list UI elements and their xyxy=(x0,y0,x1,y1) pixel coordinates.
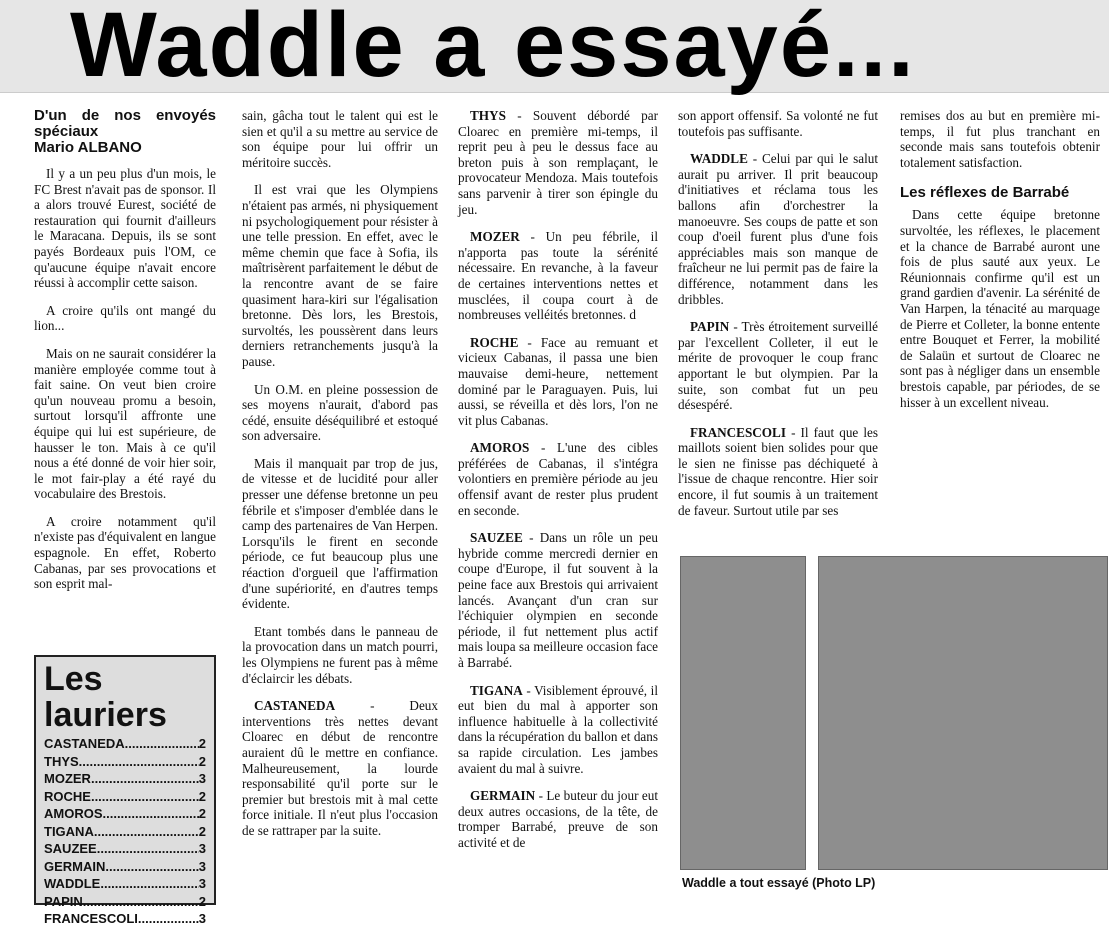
laurels-list xyxy=(44,735,206,928)
leader-dots xyxy=(100,875,198,893)
laurel-player: CASTANEDA xyxy=(44,736,125,751)
laurel-score: 2 xyxy=(198,753,206,769)
player-rating xyxy=(458,229,658,323)
player-rating-castaneda xyxy=(242,698,438,838)
column-3 xyxy=(458,108,658,863)
leader-dots xyxy=(94,823,199,841)
player-name: AMOROS xyxy=(470,440,530,456)
byline-source: D'un de nos envoyés spéciaux xyxy=(34,107,216,140)
laurel-score: 2 xyxy=(198,893,206,909)
paragraph: son apport offensif. Sa volonté ne fut toutefois pas suffisante. xyxy=(678,108,878,139)
paragraph: A croire notamment qu'il n'existe pas d'équivalent en langue espagnole. En effet, Roberto Cabanas, par ses provocations et son esprit mal- xyxy=(34,513,216,592)
photo-caption: Waddle a tout essayé (Photo LP) xyxy=(682,876,876,890)
photo-left xyxy=(680,556,806,870)
laurel-player: FRANCESCOLI xyxy=(44,911,138,926)
laurel-player: PAPIN xyxy=(44,893,83,909)
player-comment: - Il faut que les maillots soient bien solides pour que le sien ne finisse pas déchiqueté à l'issue de chaque rencontre. Hier soir encore, il fut soumis à un traitement de faveur. Surtout utile par ses xyxy=(678,424,879,518)
leader-dots xyxy=(91,788,199,806)
laurel-score: 3 xyxy=(198,771,206,786)
player-rating xyxy=(458,788,658,850)
headline: Waddle a essayé... xyxy=(70,0,916,96)
player-comment: - Souvent débordé par Cloarec en première mi-temps, il reprit peu à peu le dessus face au breton puis à son remplaçant, le provocateur Mendoza. Mais toutefois sans parvenir à tirer son épingle du jeu. xyxy=(458,108,659,217)
leader-dots xyxy=(91,770,199,788)
leader-dots xyxy=(97,840,199,858)
player-rating xyxy=(458,440,658,518)
player-rating xyxy=(458,108,658,217)
player-rating xyxy=(678,151,878,307)
player-comment: - L'une des cibles préférées de Cabanas, il s'intégra volontiers en première période au jeu offensif avant de rester plus prudent en seconde. xyxy=(458,440,659,518)
laurel-row xyxy=(44,893,206,911)
paragraph: Il est vrai que les Olympiens n'étaient pas armés, ni physiquement ni psychologiquement pour résister à une telle pression. En effet, avec le même chemin que face à Sofia, ils maîtrisèrent parfaitement le début de la rencontre avant de se faire quasiment hara-kiri sur l'égalisation bretonne. Dès lors, les Brestois, survoltés, les poussèrent dans leurs derniers retranchements jusqu'à la pause. xyxy=(242,182,438,369)
subheading: Les réflexes de Barrabé xyxy=(900,184,1070,202)
laurel-row xyxy=(44,735,206,753)
player-name: CASTANEDA xyxy=(254,698,336,714)
laurel-row xyxy=(44,858,206,876)
laurel-score: 3 xyxy=(198,841,206,856)
player-name: TIGANA xyxy=(470,682,523,698)
player-name: GERMAIN xyxy=(470,788,536,804)
laurel-player: ROCHE xyxy=(44,788,91,804)
column-2 xyxy=(242,108,438,851)
laurel-score: 3 xyxy=(198,911,206,926)
laurel-player: AMOROS xyxy=(44,806,103,821)
player-rating xyxy=(678,425,878,519)
column-1 xyxy=(34,108,216,604)
laurels-title: Les lauriers xyxy=(44,660,167,734)
player-name: WADDLE xyxy=(690,151,748,167)
byline-author: Mario ALBANO xyxy=(34,139,142,156)
player-name: PAPIN xyxy=(690,319,730,335)
player-comment: - Très étroitement surveillé par l'excellent Colleter, il eut le mérite de provoquer le coup franc apportant le but olympien. Par la suite, son combat fut un peu désespéré. xyxy=(678,319,878,413)
laurel-score: 3 xyxy=(198,858,206,874)
paragraph: Un O.M. en pleine possession de ses moyens n'aurait, d'abord pas cédé, ensuite déséquilibré et estoqué son adversaire. xyxy=(242,381,438,444)
player-rating xyxy=(458,530,658,670)
column-4 xyxy=(678,108,878,530)
laurel-row xyxy=(44,753,206,771)
laurel-row xyxy=(44,770,206,788)
paragraph: Etant tombés dans le panneau de la provocation dans un match pourri, les Olympiens ne furent pas à même d'éclaircir les débats. xyxy=(242,623,438,686)
column-5 xyxy=(900,108,1100,422)
paragraph: sain, gâcha tout le talent qui est le sien et qu'il a su mettre au service de son équipe pour lui offrir un méritoire succès. xyxy=(242,108,438,170)
player-comment: - Celui par qui le salut aurait pu arriver. Il prit beaucoup d'initiatives et réclama tous les ballons afin d'orchestrer la manoeuvre. Ses coups de patte et son coup d'oeil furent plus d'une fois appréciables mais son manque de fraîcheur ne lui permit pas de faire la différence, notamment dans les dribbles. xyxy=(678,151,879,307)
player-comment: - Un peu fébrile, il n'apporta pas toute la sérénité nécessaire. En revanche, à la faveur de certaines interventions nettes et musclées, il coupa court à de nombreuses velléités bretonnes. d xyxy=(458,229,658,323)
player-comment: - Face au remuant et vicieux Cabanas, il passa une bien mauvaise demi-heure, nettement dominé par le Paraguayen. Puis, lui aussi, se réveilla et dès lors, l'on ne vit plus Cabanas. xyxy=(458,334,659,428)
laurel-score: 2 xyxy=(198,806,206,821)
paragraph: Il y a un peu plus d'un mois, le FC Brest n'avait pas de sponsor. Il a alors trouvé Eurest, société de restauration qui fournit d'ailleurs le Maracana. Depuis, ils se sont payés Bordeaux puis l'OM, ce qu'aucune équipe n'avait encore réussi à accomplir cette saison. xyxy=(34,166,216,291)
leader-dots xyxy=(138,910,199,928)
leader-dots xyxy=(79,753,199,771)
photo-main xyxy=(818,556,1108,870)
leader-dots xyxy=(83,893,199,911)
paragraph: remises dos au but en première mi-temps, il fut plus tranchant en seconde mais sans toutefois obtenir totalement satisfaction. xyxy=(900,108,1100,170)
laurel-player: THYS xyxy=(44,753,79,769)
laurel-row xyxy=(44,840,206,858)
player-name: FRANCESCOLI xyxy=(690,424,786,440)
laurel-score: 2 xyxy=(198,788,206,804)
laurels-box xyxy=(34,655,216,926)
player-rating xyxy=(458,683,658,777)
player-rating xyxy=(678,319,878,413)
laurel-player: WADDLE xyxy=(44,876,101,891)
player-name: ROCHE xyxy=(470,334,519,350)
paragraph: Mais il manquait par trop de jus, de vitesse et de lucidité pour aller presser une défense bretonne un peu fébrile et s'imposer d'emblée dans le camp des partenaires de Van Herpen. Lorsqu'ils le firent en seconde période, ce fut beaucoup plus une réaction d'orgueil que l'affirmation d'une supériorité, en d'autres temps évidente. xyxy=(242,455,438,612)
player-comment: - Visiblement éprouvé, il eut bien du mal à apporter son influence habituelle à la collectivité dans la récupération du ballon et dans sa rapide circulation. Les jambes avaient du mal à suivre. xyxy=(458,682,658,776)
paragraph: Mais on ne saurait considérer la manière employée comme tout à fait saine. On veut bien croire qu'un nouveau promu a besoin, surtout lorsqu'il affronte une équipe qui lui est supérieure, de hausser le ton. Mais à ce qu'il nous a été donné de voir hier soir, le mot fair-play a été rayé du vocabulaire des Brestois. xyxy=(34,345,216,502)
player-name: MOZER xyxy=(470,229,520,245)
player-comment: - Le buteur du jour eut deux autres occasions, de la tête, de tromper Barrabé, preuve de son activité et de xyxy=(458,788,658,850)
headline-band xyxy=(0,0,1109,96)
player-name: SAUZEE xyxy=(470,530,523,546)
laurel-player: TIGANA xyxy=(44,823,94,839)
laurel-row xyxy=(44,788,206,806)
laurel-row xyxy=(44,875,206,893)
laurel-row xyxy=(44,805,206,823)
player-comment: - Dans un rôle un peu hybride comme mercredi dernier en coupe d'Europe, il fut souvent à la peine face aux Brestois qui arrivaient lancés. Avançant d'un cran sur l'échiquier olympien en seconde période, il fut nettement plus actif mais loupa sa meilleure occasion face à Barrabé. xyxy=(458,530,659,670)
laurel-player: GERMAIN xyxy=(44,858,106,874)
leader-dots xyxy=(103,805,199,823)
player-comment: - Deux interventions très nettes devant Cloarec en début de rencontre auraient dû le mettre en confiance. Malheureusement, la lourde responsabilité qu'il porte sur le premier but brestois mit à mal cette force initiale. Il n'eut plus l'occasion de se rattraper par la suite. xyxy=(242,698,438,838)
laurel-player: SAUZEE xyxy=(44,841,97,856)
laurel-player: MOZER xyxy=(44,771,91,786)
leader-dots xyxy=(105,858,198,876)
leader-dots xyxy=(125,735,199,753)
paragraph: A croire qu'ils ont mangé du lion... xyxy=(34,302,216,334)
laurel-score: 2 xyxy=(198,823,206,839)
paragraph: Dans cette équipe bretonne survoltée, les réflexes, le placement et la chance de Barrabé auront une fois de plus sauté aux yeux. Le Réunionnais confirme qu'il est un grand gardien d'avenir. La sérénité de Van Harpen, la ténacité au marquage de Pierre et Colleter, la bonne entente entre Bouquet et Ferrer, la mobilité de Salaün et surtout de Cloarec ne sont pas à négliger dans un ensemble brestois capable, par périodes, de se hisser à un excellent niveau. xyxy=(900,207,1100,410)
laurel-row xyxy=(44,823,206,841)
laurel-score: 2 xyxy=(198,736,206,751)
player-name: THYS xyxy=(470,108,506,123)
laurel-row xyxy=(44,910,206,928)
byline xyxy=(34,108,216,156)
player-rating xyxy=(458,335,658,429)
laurel-score: 3 xyxy=(198,876,206,891)
